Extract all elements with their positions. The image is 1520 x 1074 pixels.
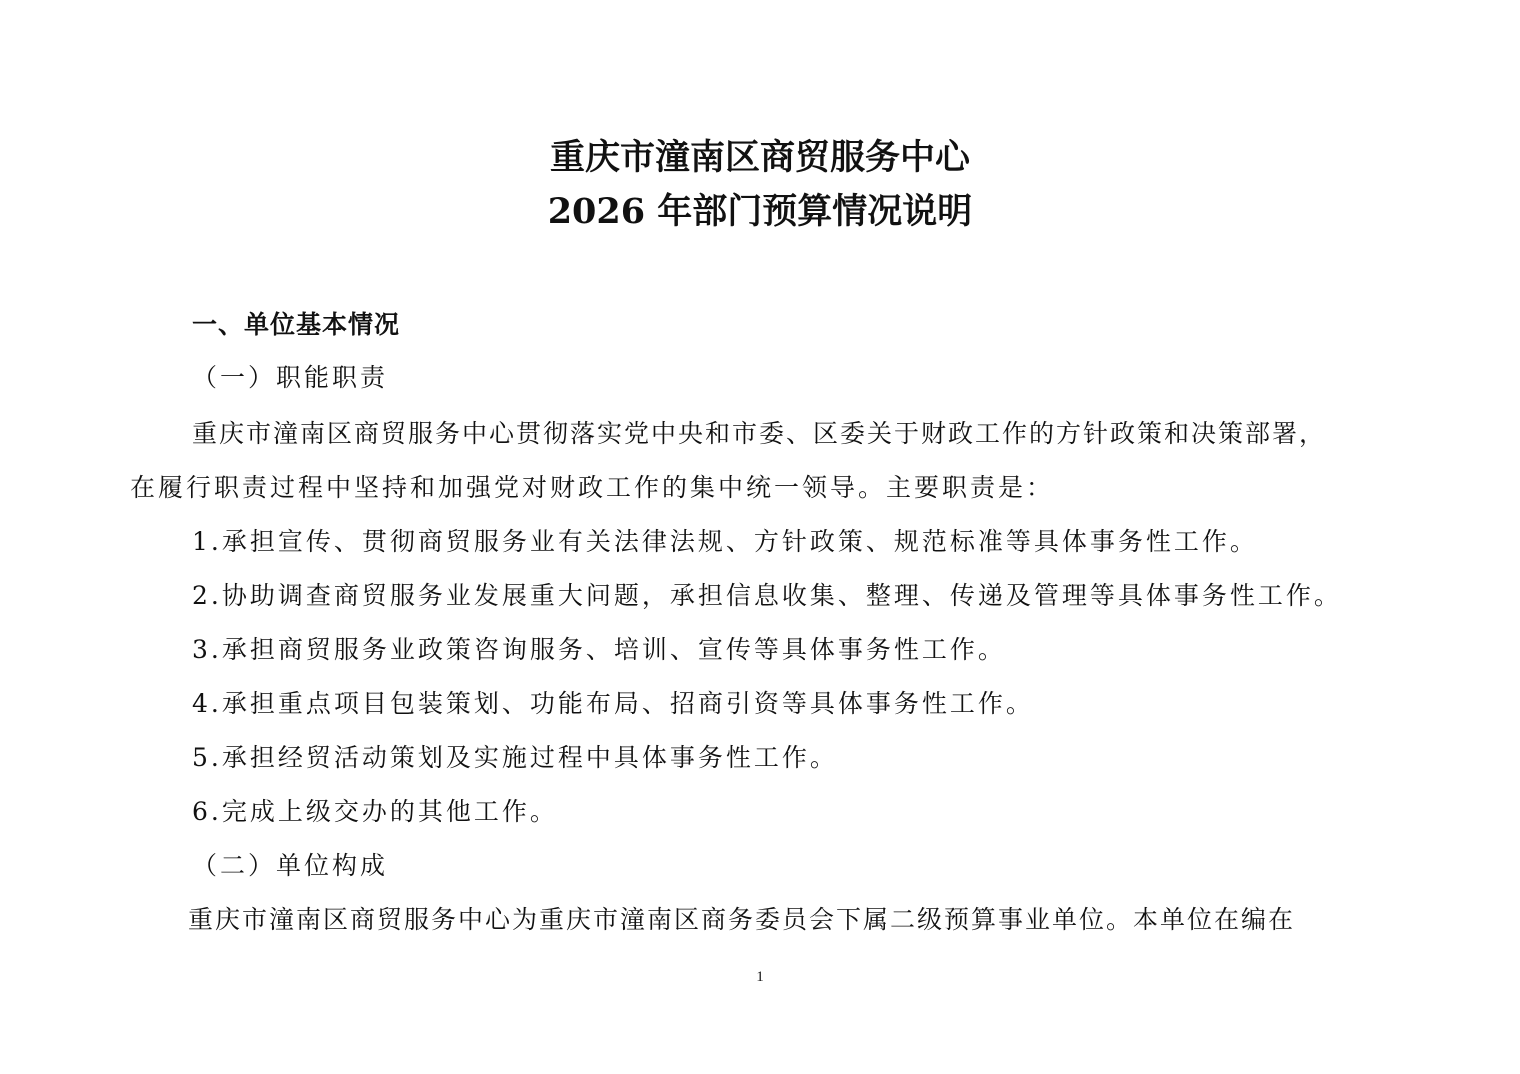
duty-item-1: 1.承担宣传、贯彻商贸服务业有关法律法规、方针政策、规范标准等具体事务性工作。 (192, 527, 1258, 556)
subsection-heading-functions: （一）职能职责 (192, 363, 389, 392)
subsection-heading-unit-composition: （二）单位构成 (192, 851, 389, 880)
paragraph-unit-composition-line1: 重庆市潼南区商贸服务中心为重庆市潼南区商务委员会下属二级预算事业单位。本单位在编在 (188, 905, 1296, 934)
paragraph-intro-line2: 在履行职责过程中坚持和加强党对财政工作的集中统一领导。主要职责是： (130, 473, 1055, 502)
duty-item-3: 3.承担商贸服务业政策咨询服务、培训、宣传等具体事务性工作。 (192, 635, 1006, 664)
paragraph-intro-line1: 重庆市潼南区商贸服务中心贯彻落实党中央和市委、区委关于财政工作的方针政策和决策部署， (192, 419, 1327, 448)
duty-item-5: 5.承担经贸活动策划及实施过程中具体事务性工作。 (192, 743, 838, 772)
document-title-line2: 2026 年部门预算情况说明 (547, 191, 973, 232)
section-heading-unit-basic-info: 一、单位基本情况 (192, 310, 401, 339)
duty-item-2: 2.协助调查商贸服务业发展重大问题，承担信息收集、整理、传递及管理等具体事务性工作。 (192, 581, 1342, 610)
duty-item-4: 4.承担重点项目包装策划、功能布局、招商引资等具体事务性工作。 (192, 689, 1034, 718)
duty-item-6: 6.完成上级交办的其他工作。 (192, 797, 558, 826)
document-title-line1: 重庆市潼南区商贸服务中心 (549, 137, 970, 178)
page-number: 1 (756, 969, 764, 985)
